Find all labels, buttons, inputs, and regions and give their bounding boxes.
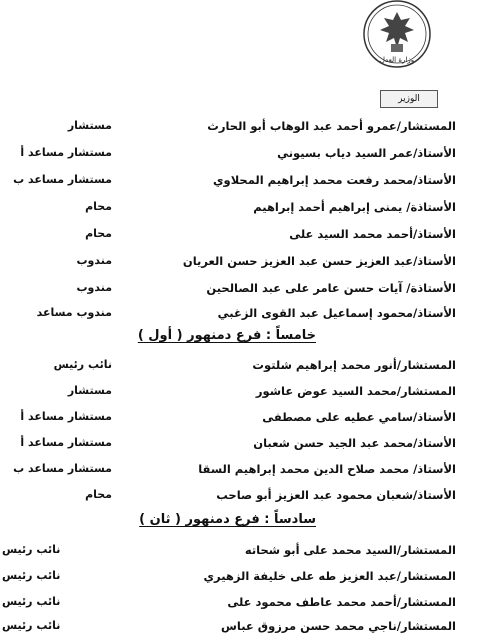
person-name: المستشار/أنور محمد إبراهيم شلتوت <box>252 358 456 372</box>
person-title: نائب رئيس <box>2 595 61 608</box>
list-item <box>0 459 486 479</box>
list-item <box>0 381 486 401</box>
section-heading-5: خامساً : فرع دمنهور ( أول ) <box>137 328 316 343</box>
person-title: مستشار <box>67 384 112 397</box>
list-item <box>0 170 486 190</box>
person-name: المستشار/ناجي محمد حسن مرزوق عباس <box>221 619 456 633</box>
person-name: الأستاذ/شعبان محمود عبد العزيز أبو صاحب <box>216 488 456 502</box>
person-title: مندوب <box>76 281 112 294</box>
person-name: المستشار/محمد السيد عوض عاشور <box>255 384 456 398</box>
list-item <box>0 592 486 612</box>
person-name: الأستاذ/عبد العزيز حسن عبد العزيز حسن العريان <box>182 254 456 268</box>
section-heading-6: سادساً : فرع دمنهور ( ثان ) <box>139 512 316 527</box>
person-title: مستشار مساعد أ <box>20 410 112 423</box>
list-item <box>0 433 486 453</box>
person-name: الأستاذ/أحمد محمد السيد على <box>289 227 456 241</box>
person-name: الأستاذ/سامي عطيه على مصطفى <box>262 410 456 424</box>
list-item <box>0 566 486 586</box>
list-item <box>0 303 486 323</box>
list-item <box>0 355 486 375</box>
list-item <box>0 407 486 427</box>
person-title: محام <box>85 227 112 240</box>
person-title: نائب رئيس <box>2 569 61 582</box>
person-title: نائب رئيس <box>2 619 61 632</box>
person-title: مستشار مساعد أ <box>20 146 112 159</box>
list-item <box>0 116 486 136</box>
list-item <box>0 224 486 244</box>
seal-caption: وزارة العدل <box>379 56 415 64</box>
person-name: المستشار/السيد محمد على أبو شحاته <box>244 543 456 557</box>
person-title: مندوب مساعد <box>36 306 112 319</box>
person-name: المستشار/عبد العزيز طه على خليفة الزهيري <box>203 569 456 583</box>
person-title: محام <box>85 488 112 501</box>
person-name: الأستاذة/ آيات حسن عامر على عبد الصالحين <box>206 281 456 295</box>
list-item <box>0 143 486 163</box>
person-name: الأستاذ/عمر السيد دياب بسيوني <box>277 146 456 160</box>
person-title: محام <box>85 200 112 213</box>
list-item <box>0 616 486 636</box>
list-item <box>0 251 486 271</box>
person-name: المستشار/أحمد محمد عاطف محمود على <box>227 595 456 609</box>
person-title: مستشار مساعد ب <box>13 173 112 186</box>
person-title: مستشار <box>67 119 112 132</box>
person-title: مستشار مساعد ب <box>13 462 112 475</box>
person-name: المستشار/عمرو أحمد عبد الوهاب أبو الحارث <box>207 119 456 133</box>
person-name: الأستاذ/محمد عبد الجيد حسن شعبان <box>253 436 456 450</box>
person-name: الأستاذ/محمود إسماعيل عبد القوى الزغبي <box>217 306 456 320</box>
person-name: الأستاذة/ يمنى إبراهيم أحمد إبراهيم <box>253 200 456 214</box>
list-item <box>0 485 486 505</box>
minister-label: الوزير <box>380 90 438 108</box>
person-name: الأستاذ/محمد رفعت محمد إبراهيم المحلاوي <box>213 173 456 187</box>
list-item <box>0 197 486 217</box>
person-title: نائب رئيس <box>53 358 112 371</box>
person-title: مستشار مساعد أ <box>20 436 112 449</box>
person-title: نائب رئيس <box>2 543 61 556</box>
person-title: مندوب <box>76 254 112 267</box>
list-item <box>0 540 486 560</box>
list-item <box>0 278 486 298</box>
person-name: الأستاذ/ محمد صلاح الدين محمد إبراهيم السقا <box>198 462 456 476</box>
ministry-seal <box>356 0 438 74</box>
